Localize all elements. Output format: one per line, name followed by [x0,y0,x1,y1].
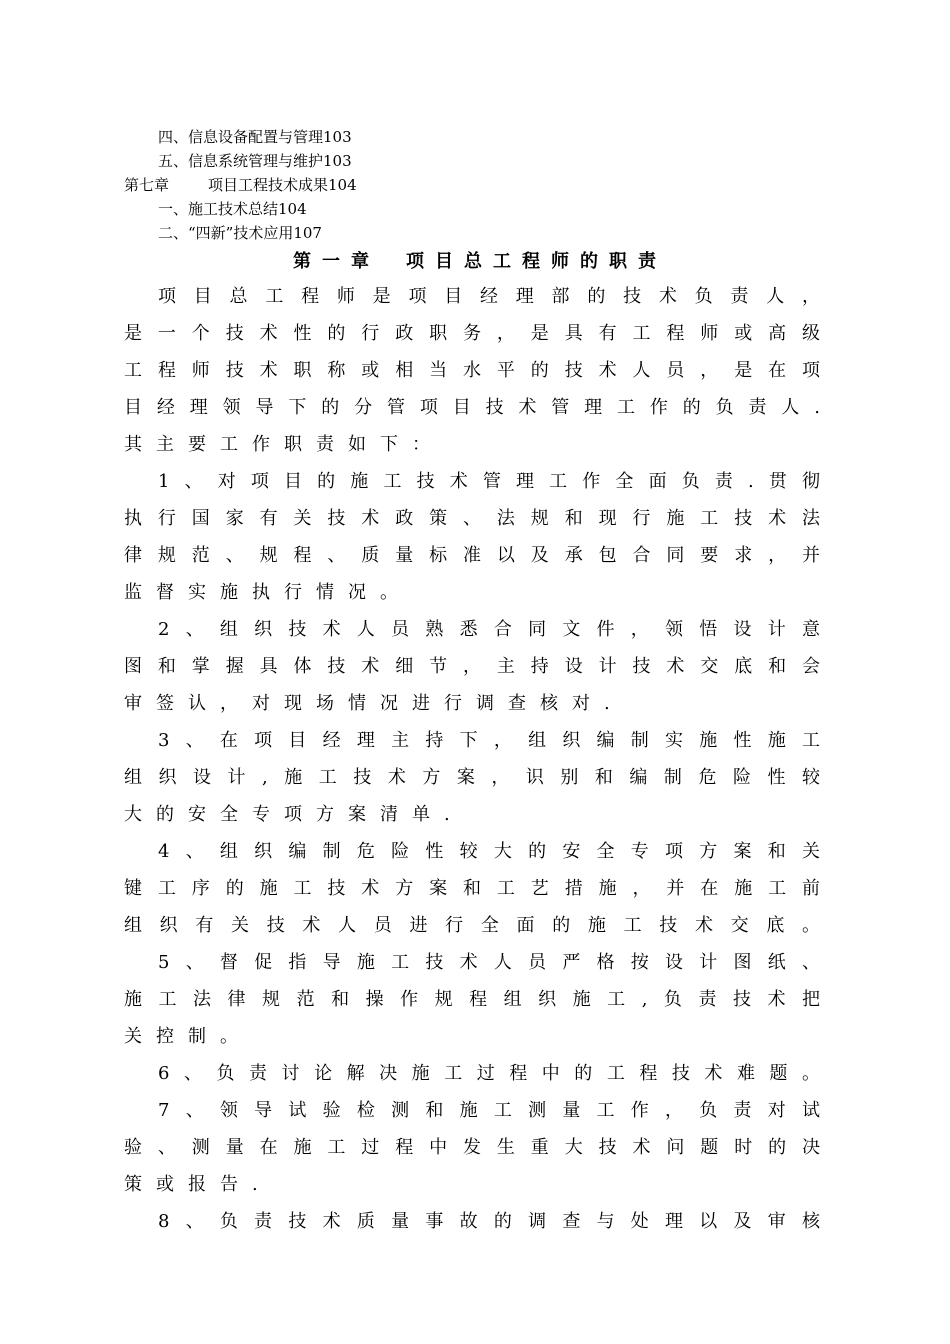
text-line: 组织设计,施工技术方案，识别和编制危险性较 [124,767,820,788]
text-line: 5、督促指导施工技术人员严格按设计图纸、 [158,952,820,973]
text-line: 3、在项目经理主持下，组织编制实施性施工 [158,730,820,751]
text-line: 1、对项目的施工技术管理工作全面负责.贯彻 [158,471,820,492]
text-line: 6、负责讨论解决施工过程中的工程技术难题。 [158,1063,820,1084]
toc-chapter-title: 项目工程技术成果104 [208,176,357,194]
text-line: 审签认，对现场情况进行调查核对. [124,693,624,714]
table-of-contents [0,125,950,245]
toc-item: 五、信息系统管理与维护103 [158,152,352,170]
text-line: 其主要工作职责如下： [124,434,444,455]
text-line: 执行国家有关技术政策、法规和现行施工技术法 [124,508,820,529]
text-line: 键工序的施工技术方案和工艺措施，并在施工前 [124,878,820,899]
text-line: 图和掌握具体技术细节，主持设计技术交底和会 [124,656,820,677]
text-line: 关控制。 [124,1026,252,1047]
text-line: 8、负责技术质量事故的调查与处理以及审核 [158,1211,820,1232]
text-line: 组织有关技术人员进行全面的施工技术交底。 [124,915,820,936]
chapter-number: 第一章 [293,251,380,272]
text-line: 项目总工程师是项目经理部的技术负责人， [158,286,820,307]
text-line: 是一个技术性的行政职务，是具有工程师或高级 [124,323,820,344]
toc-item: 一、施工技术总结104 [158,200,307,218]
toc-chapter [0,173,950,197]
text-line: 目经理领导下的分管项目技术管理工作的负责人. [124,397,820,418]
text-line: 策或报告. [124,1174,272,1195]
text-line: 施工法律规范和操作规程组织施工,负责技术把 [124,989,820,1010]
chapter-heading [0,247,950,277]
chapter-title: 项目总工程师的职责 [406,251,667,272]
text-line: 大的安全专项方案清单. [124,804,464,825]
text-line: 监督实施执行情况。 [124,582,412,603]
toc-item: 二、“四新”技术应用107 [158,224,322,242]
text-line: 工程师技术职称或相当水平的技术人员，是在项 [124,360,820,381]
text-line: 4、组织编制危险性较大的安全专项方案和关 [158,841,820,862]
text-line: 律规范、规程、质量标准以及承包合同要求，并 [124,545,820,566]
text-line: 2、组织技术人员熟悉合同文件，领悟设计意 [158,619,820,640]
text-line: 7、领导试验检测和施工测量工作，负责对试 [158,1100,820,1121]
text-line: 验、测量在施工过程中发生重大技术问题时的决 [124,1137,820,1158]
toc-item: 四、信息设备配置与管理103 [158,128,352,146]
body-text [124,278,820,1240]
toc-chapter-number: 第七章 [124,176,170,194]
